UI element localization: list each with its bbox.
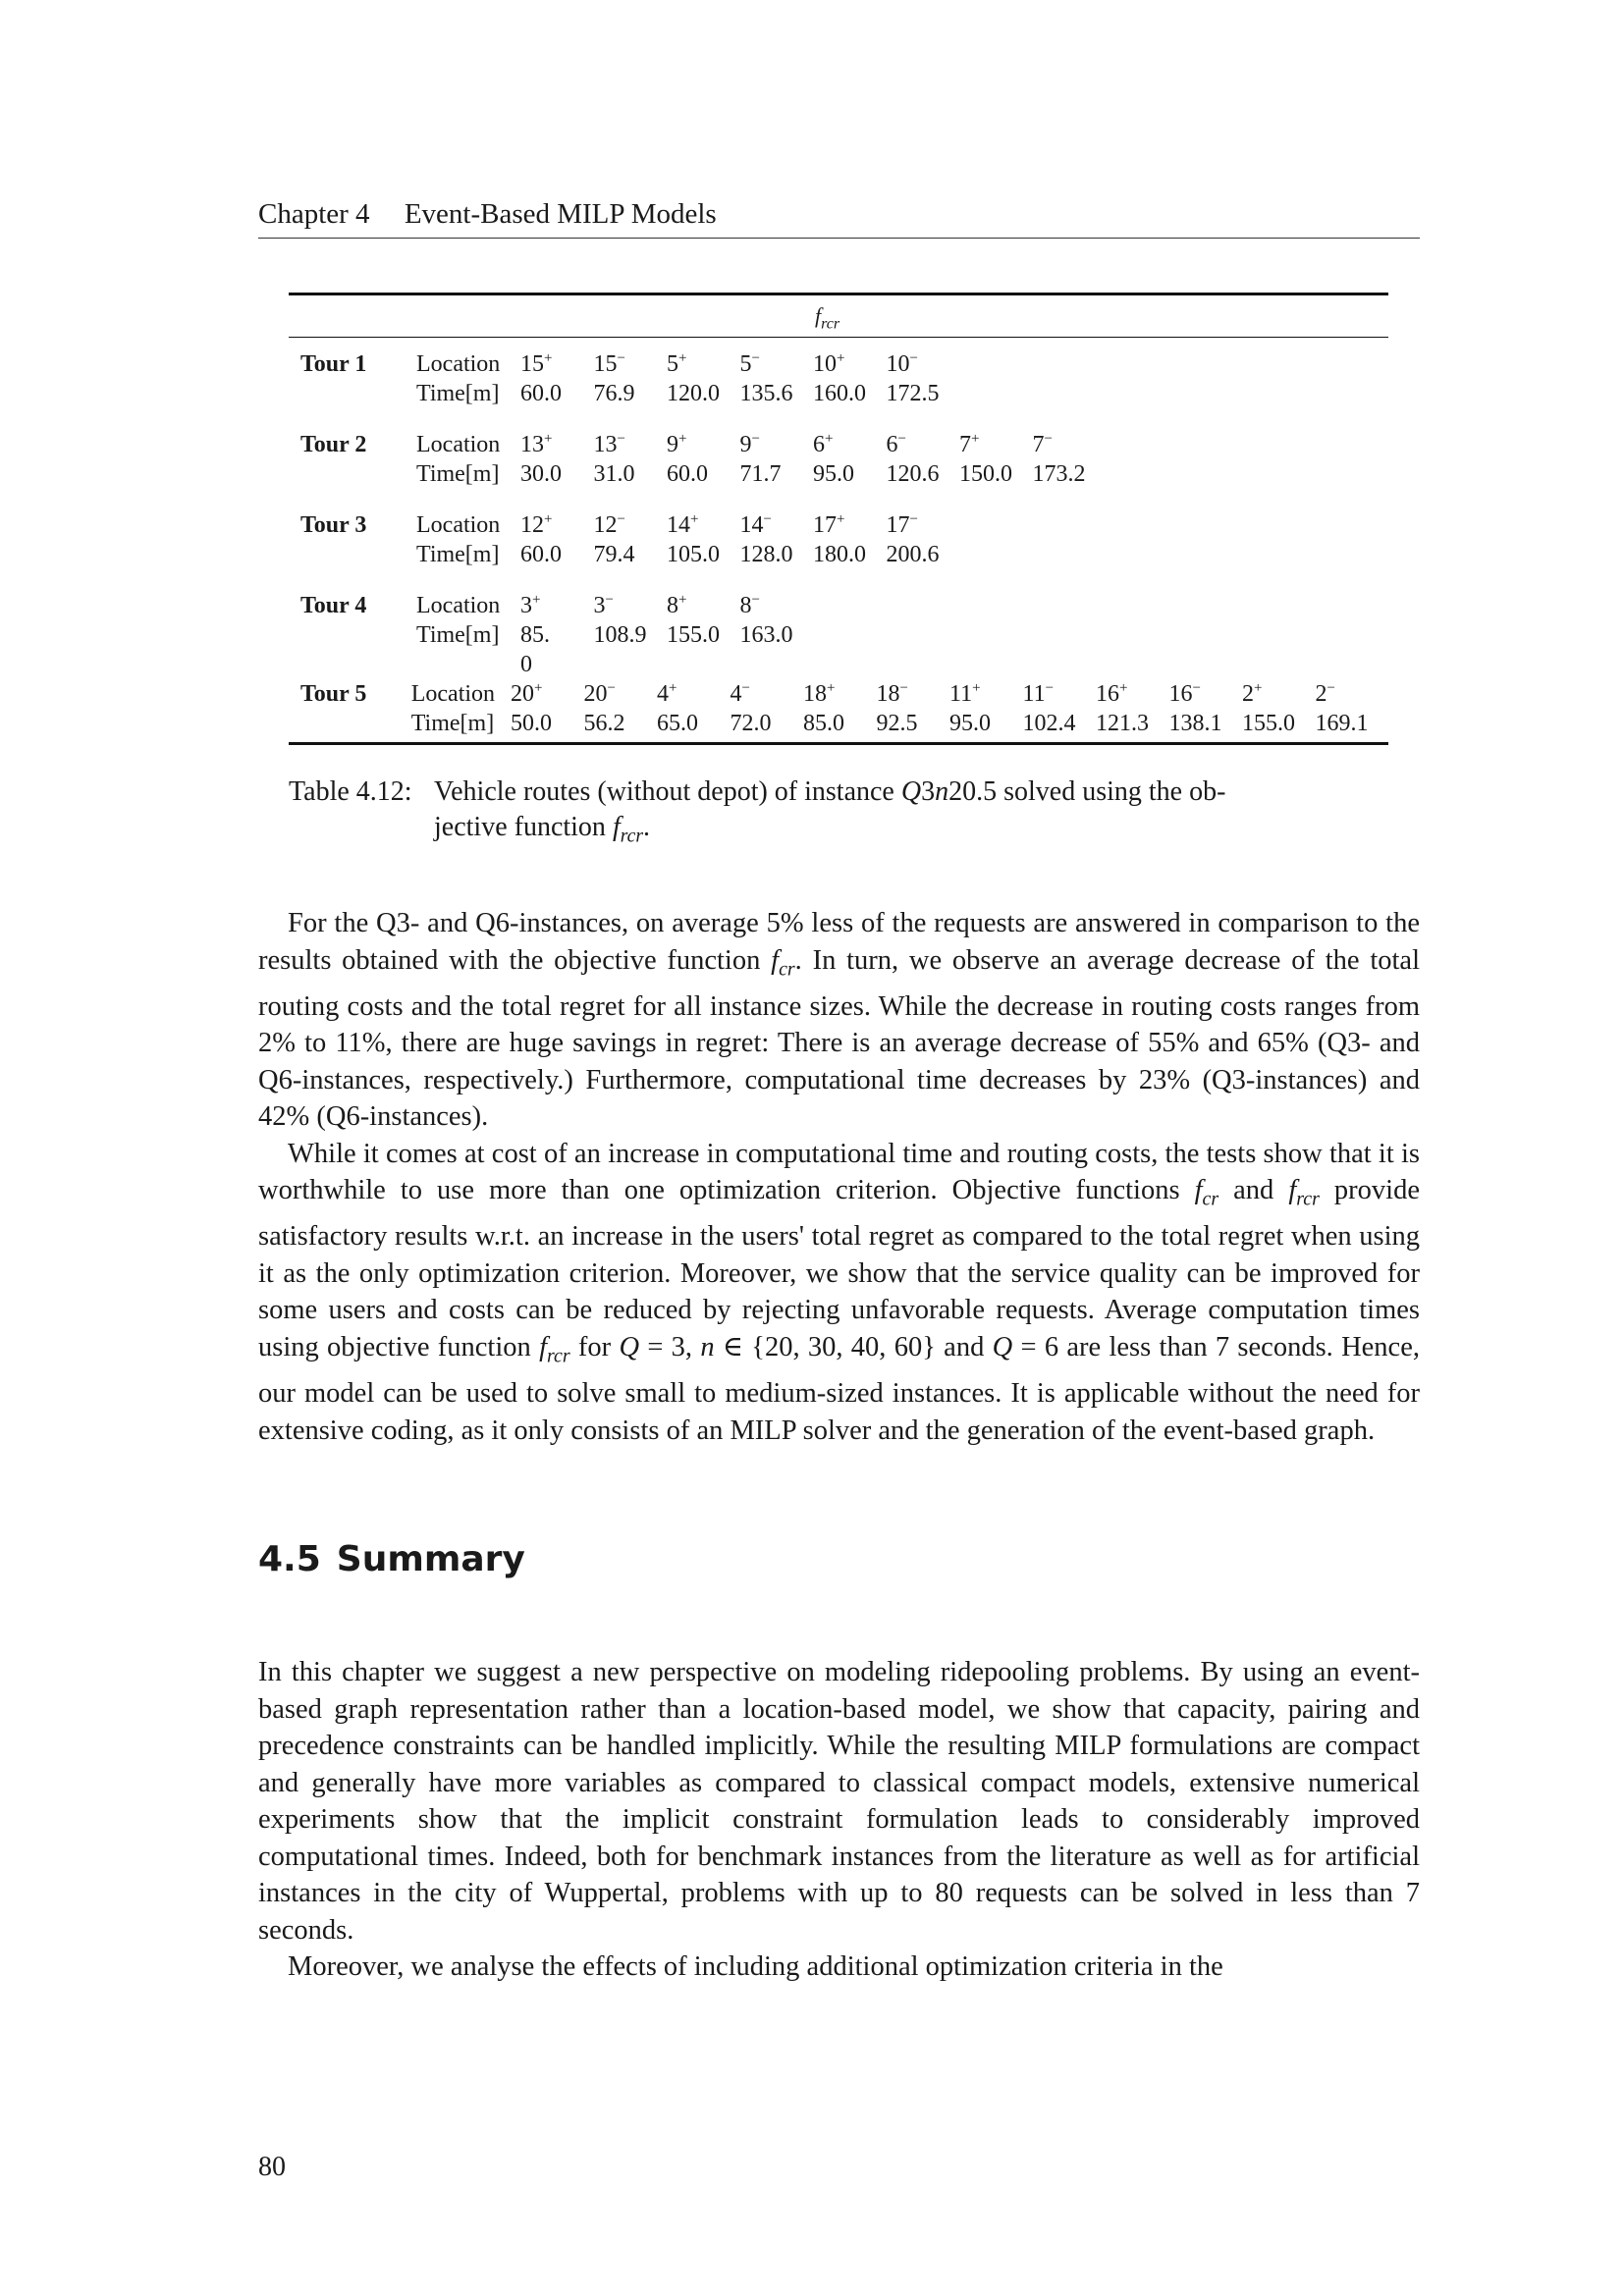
row-label: Location: [410, 681, 496, 707]
caption-line-1: Vehicle routes (without depot) of instance Q3n20.5 solved using the ob-: [434, 776, 1226, 807]
table-cell: 18+: [803, 680, 836, 707]
table-cell: 135.6: [739, 381, 793, 406]
table-cell: 9+: [667, 431, 687, 457]
tour-name: Tour 5: [300, 681, 367, 707]
row-label: Time[m]: [416, 461, 500, 487]
table-cell: 15+: [520, 350, 553, 377]
location-row: [289, 679, 1388, 709]
table-cell: 16−: [1168, 680, 1201, 707]
table-cell: 56.2: [583, 711, 625, 736]
table-cell: 7−: [1032, 431, 1053, 457]
chapter-title: Event-Based MILP Models: [404, 198, 717, 230]
tour-block: [289, 510, 1388, 569]
table-cell: 95.0: [949, 711, 991, 736]
table-cell: 12+: [520, 511, 553, 538]
paragraph: While it comes at cost of an increase in computational time and routing costs, the tests show that it is worthwhile to use more than one optimization criterion. Objective functions $f_{cr}$ and $f_{rcr}$ provide satisfactory results w.r.t. an increase in the users' total regret as compared to the total regret when using it as the only optimization criterion. Moreover, we show that the service quality can be improved for some users and costs can be reduced by rejecting unfavorable requests. Average computation times using objective function $f_{rcr}$ for Q = 3, n ∈ {20, 30, 40, 60} and Q = 6 are less than 7 seconds. Hence, our model can be used to solve small to medium-sized instances. It is applicable without the need for extensive coding, as it only consists of an MILP solver and the generation of the event-based graph.: [258, 1138, 1420, 1446]
table-cell: 14+: [667, 511, 699, 538]
table-cell: 121.3: [1096, 711, 1149, 736]
tour-name: Tour 1: [300, 351, 367, 377]
table-cell: 120.0: [667, 381, 720, 406]
table-cell: 95.0: [813, 461, 854, 487]
table-cell: 17−: [886, 511, 918, 538]
row-label: Location: [416, 512, 501, 538]
table-bottom-rule: [289, 742, 1388, 745]
table-cell: 2−: [1315, 680, 1335, 707]
table-cell: 60.0: [520, 542, 562, 567]
table-cell: 11+: [949, 680, 981, 707]
table-cell: 30.0: [520, 461, 562, 487]
table-cell: 172.5: [886, 381, 940, 406]
table-cell: 12−: [593, 511, 625, 538]
table-cell: 5−: [739, 350, 760, 377]
table-cell: 180.0: [813, 542, 866, 567]
table-cell: 5+: [667, 350, 687, 377]
table-cell: 160.0: [813, 381, 866, 406]
table-cell: 10+: [813, 350, 845, 377]
table-cell: 11−: [1022, 680, 1055, 707]
paragraph: For the Q3- and Q6-instances, on average 5% less of the requests are answered in comparison to the results obtained with the objective function $f_{cr}$. In turn, we observe an average decrease of the total routing costs and the total regret for all instance sizes. While the decrease in routing costs ranges from 2% to 11%, there are huge savings in regret: There is an average decrease of 55% and 65% (Q3- and Q6-instances, respectively.) Furthermore, computational time decreases by 23% (Q3-instances) and 42% (Q6-instances).: [258, 908, 1420, 1133]
table-cell: 3−: [593, 592, 614, 618]
tour-name: Tour 4: [300, 593, 367, 618]
table-cell: 138.1: [1168, 711, 1222, 736]
table-cell: 102.4: [1022, 711, 1076, 736]
row-label: Location: [416, 432, 501, 457]
table-cell: 155.0: [667, 622, 720, 648]
section-title: Summary: [336, 1539, 525, 1579]
row-label: Location: [416, 351, 501, 377]
table-cell: 8+: [667, 592, 687, 618]
time-row: [289, 620, 1388, 650]
location-row: [289, 430, 1388, 459]
table-cell: 15−: [593, 350, 625, 377]
table-cell: 8−: [739, 592, 760, 618]
table-body: [289, 338, 1388, 738]
table-cell: 3+: [520, 592, 541, 618]
table-cell: 60.0: [520, 381, 562, 406]
location-row: [289, 591, 1388, 620]
table-cell: 72.0: [730, 711, 772, 736]
caption-line-2: jective function $f_{rcr}$.: [434, 812, 650, 847]
table-cell: 20−: [583, 680, 616, 707]
table-cell: 105.0: [667, 542, 720, 567]
table-cell: 2+: [1242, 680, 1263, 707]
table-cell: 71.7: [739, 461, 782, 487]
tour-name: Tour 2: [300, 432, 367, 457]
location-row: [289, 349, 1388, 379]
table-cell: 20+: [511, 680, 543, 707]
table-cell: 200.6: [886, 542, 940, 567]
time-row: [289, 459, 1388, 489]
time-row: [289, 709, 1388, 738]
table-cell: 6+: [813, 431, 834, 457]
time-wrap: 0: [520, 652, 532, 677]
row-label: Time[m]: [410, 711, 495, 736]
tour-block: [289, 430, 1388, 489]
results-discussion: [258, 905, 1420, 1449]
paragraph: In this chapter we suggest a new perspective on modeling ridepooling problems. By using an event-based graph representation rather than a location-based model, we show that capacity, pairing and precedence constraints can be handled implicitly. While the resulting MILP formulations are compact and generally have more variables as compared to classical compact models, extensive numerical experiments show that the implicit constraint formulation leads to considerably improved computational times. Indeed, both for benchmark instances from the literature as well as for artificial instances in the city of Wuppertal, problems with up to 80 requests can be solved in less than 7 seconds.: [258, 1657, 1420, 1946]
table-cell: 85.: [520, 622, 550, 648]
table-cell: 50.0: [511, 711, 552, 736]
section-heading: [258, 1539, 525, 1579]
paragraph: Moreover, we analyse the effects of including additional optimization criteria in the: [288, 1951, 1223, 1982]
running-header: [258, 198, 1420, 231]
table-cell: 155.0: [1242, 711, 1295, 736]
row-label: Location: [416, 593, 501, 618]
table-cell: 92.5: [876, 711, 918, 736]
table-cell: 79.4: [593, 542, 635, 567]
table-cell: 7+: [959, 431, 980, 457]
caption-label: Table 4.12:: [289, 776, 412, 807]
location-row: [289, 510, 1388, 540]
table-cell: 13+: [520, 431, 553, 457]
row-label: Time[m]: [416, 542, 500, 567]
table-cell: 17+: [813, 511, 845, 538]
table-caption: [289, 774, 1388, 855]
table-cell: 14−: [739, 511, 772, 538]
table-cell: 31.0: [593, 461, 635, 487]
tour-block: [289, 349, 1388, 408]
table-cell: 173.2: [1032, 461, 1086, 487]
table-cell: 169.1: [1315, 711, 1369, 736]
page-number: 80: [258, 2152, 286, 2182]
time-row: [289, 540, 1388, 569]
table-cell: 65.0: [657, 711, 698, 736]
table-cell: 108.9: [593, 622, 647, 648]
routes-table: [289, 293, 1388, 745]
table-cell: 85.0: [803, 711, 844, 736]
table-cell: 4+: [657, 680, 677, 707]
time-row: [289, 379, 1388, 408]
table-cell: 10−: [886, 350, 918, 377]
table-cell: 60.0: [667, 461, 708, 487]
table-cell: 4−: [730, 680, 750, 707]
table-cell: 16+: [1096, 680, 1128, 707]
table-cell: 150.0: [959, 461, 1012, 487]
table-cell: 13−: [593, 431, 625, 457]
chapter-number: Chapter 4: [258, 198, 370, 230]
table-cell: 9−: [739, 431, 760, 457]
table-cell: 128.0: [739, 542, 793, 567]
summary-text: [258, 1654, 1420, 1986]
table-cell: 163.0: [739, 622, 793, 648]
row-label: Time[m]: [416, 622, 500, 648]
column-header-symbol: $f_{rcr}$: [815, 303, 840, 333]
section-number: 4.5: [258, 1539, 321, 1579]
tour-block: [289, 591, 1388, 679]
table-cell: 18−: [876, 680, 908, 707]
header-rule: [258, 238, 1420, 239]
table-cell: 120.6: [886, 461, 940, 487]
table-column-header: [289, 295, 1388, 337]
tour-name: Tour 3: [300, 512, 367, 538]
table-cell: 76.9: [593, 381, 635, 406]
table-cell: 6−: [886, 431, 906, 457]
row-label: Time[m]: [416, 381, 500, 406]
tour-block: [289, 679, 1388, 738]
